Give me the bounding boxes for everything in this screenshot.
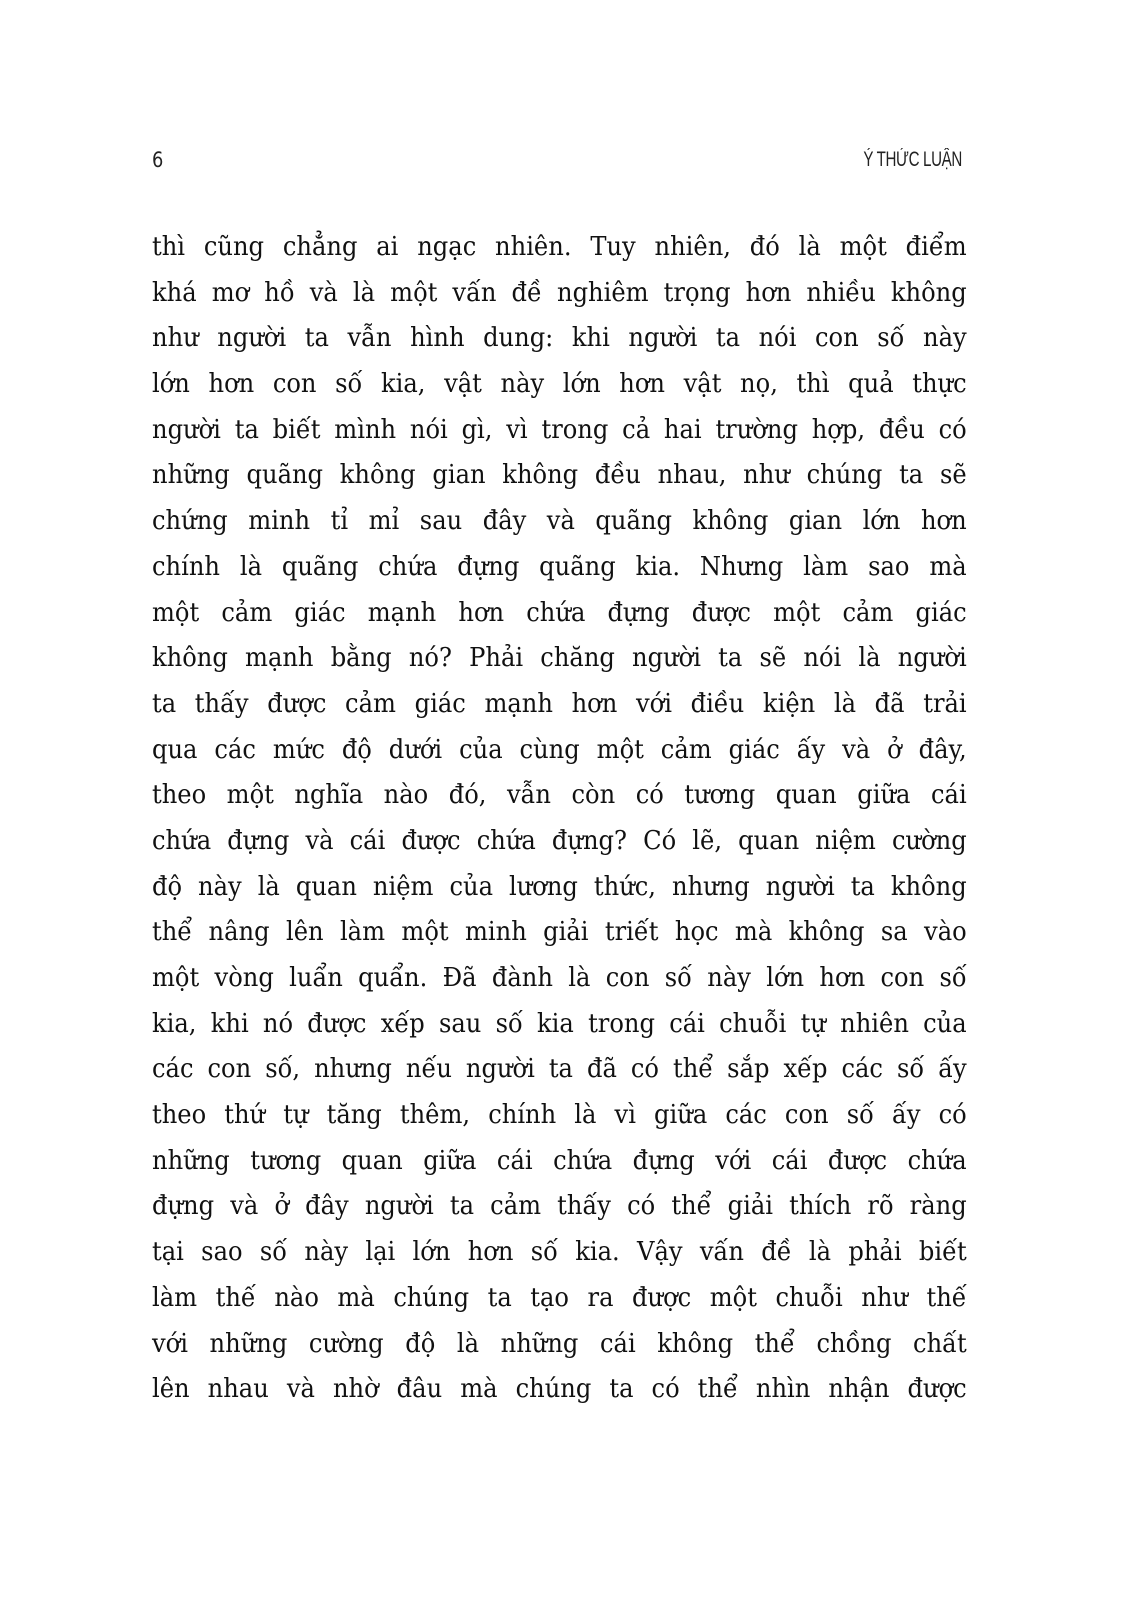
text-line: một vòng luẩn quẩn. Đã đành là con số này lớn hơn con số [152, 963, 967, 993]
text-line: ta thấy được cảm giác mạnh hơn với điều kiện là đã trải [152, 688, 967, 719]
text-line: người ta biết mình nói gì, vì trong cả hai trường hợp, đều có [152, 414, 967, 445]
page-number: 6 [152, 148, 164, 172]
running-title: Ý THỨC LUẬN [863, 148, 962, 171]
text-line: độ này là quan niệm của lương thức, nhưng người ta không [152, 871, 967, 902]
text-line: thì cũng chẳng ai ngạc nhiên. Tuy nhiên, đó là một điểm [152, 232, 967, 262]
text-line: chính là quãng chứa đựng quãng kia. Nhưng làm sao mà [152, 551, 967, 582]
text-line: các con số, nhưng nếu người ta đã có thể sắp xếp các số ấy [152, 1054, 967, 1085]
text-line: khá mơ hồ và là một vấn đề nghiêm trọng hơn nhiều không [152, 277, 967, 308]
text-line: không mạnh bằng nó? Phải chăng người ta sẽ nói là người [152, 643, 967, 674]
text-line: qua các mức độ dưới của cùng một cảm giác ấy và ở đây, [152, 734, 967, 765]
body-text [152, 225, 967, 1413]
text-line: như người ta vẫn hình dung: khi người ta nói con số này [152, 323, 967, 354]
text-line: lớn hơn con số kia, vật này lớn hơn vật nọ, thì quả thực [152, 369, 967, 400]
text-line: theo một nghĩa nào đó, vẫn còn có tương quan giữa cái [152, 780, 967, 811]
text-line: những quãng không gian không đều nhau, như chúng ta sẽ [152, 460, 967, 491]
text-line: một cảm giác mạnh hơn chứa đựng được một cảm giác [152, 597, 967, 628]
text-line: làm thế nào mà chúng ta tạo ra được một chuỗi như thế [152, 1282, 967, 1313]
text-line: chứng minh tỉ mỉ sau đây và quãng không gian lớn hơn [152, 506, 967, 537]
text-line: kia, khi nó được xếp sau số kia trong cái chuỗi tự nhiên của [152, 1008, 967, 1039]
text-line: thể nâng lên làm một minh giải triết học mà không sa vào [152, 917, 967, 948]
text-line: tại sao số này lại lớn hơn số kia. Vậy vấn đề là phải biết [152, 1237, 967, 1268]
text-line: với những cường độ là những cái không thể chồng chất [152, 1328, 967, 1359]
text-line: những tương quan giữa cái chứa đựng với cái được chứa [152, 1145, 967, 1176]
text-line: chứa đựng và cái được chứa đựng? Có lẽ, quan niệm cường [152, 825, 967, 856]
text-line: đựng và ở đây người ta cảm thấy có thể giải thích rõ ràng [152, 1191, 967, 1222]
page-header [152, 148, 962, 178]
text-line: theo thứ tự tăng thêm, chính là vì giữa các con số ấy có [152, 1100, 967, 1131]
text-line: lên nhau và nhờ đâu mà chúng ta có thể nhìn nhận được [152, 1374, 967, 1405]
